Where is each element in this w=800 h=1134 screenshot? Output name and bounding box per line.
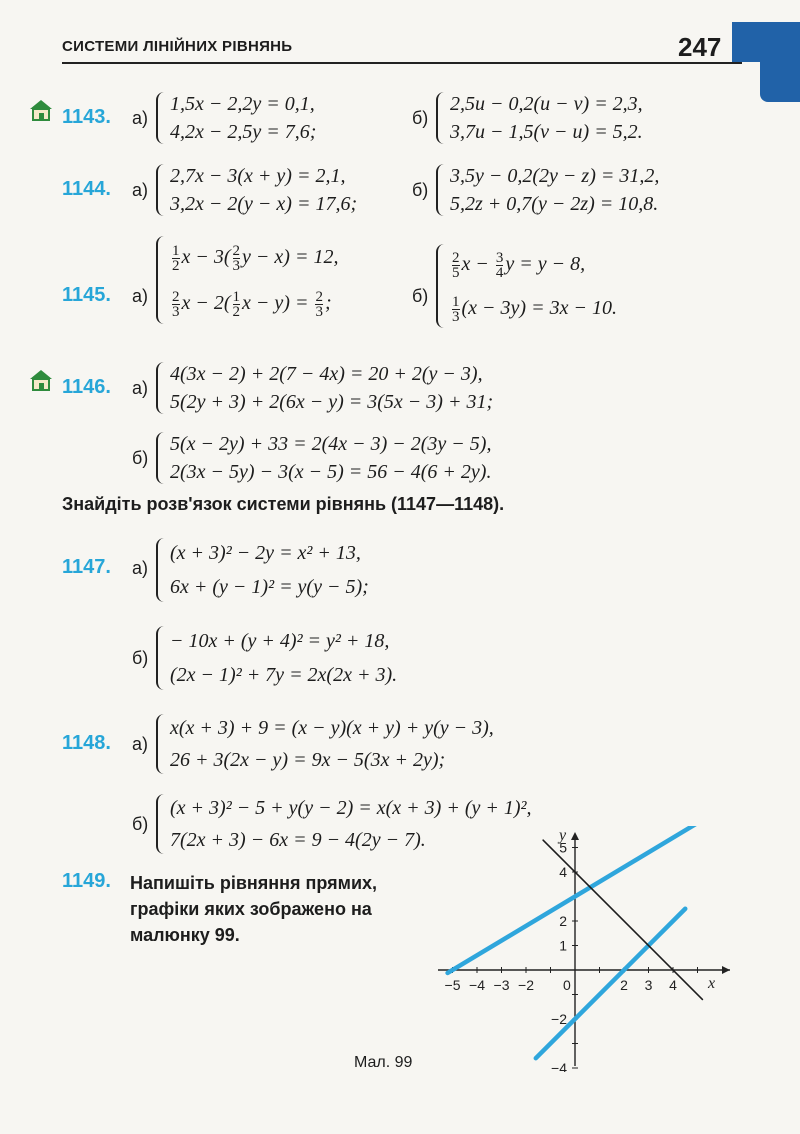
x-axis-arrow — [722, 966, 730, 974]
x-tick-label: 3 — [644, 977, 653, 993]
origin-label: 0 — [563, 977, 571, 993]
system-1145b — [436, 242, 617, 330]
equation: 7(2x + 3) − 6x = 9 − 4(2y − 7). — [170, 829, 426, 851]
equation: $\frac{1}{2}$ x − 3( $\frac{2}{3}$ y − x) = 12, — [172, 242, 339, 274]
system-1148a — [156, 712, 494, 776]
part-a-label: а) — [132, 734, 149, 754]
fraction: $\frac{2}{3}$ — [232, 242, 241, 274]
part-a-label: а) — [132, 180, 149, 200]
part-b-label: б) — [412, 180, 429, 200]
problem-1149-text: Напишіть рівняння прямих, графіки яких зображено на малюнку 99. — [130, 873, 378, 945]
header-rule — [62, 62, 742, 64]
equation: (2x − 1)² + 7y = 2x(2x + 3). — [170, 664, 398, 686]
equation: 4,2x − 2,5y = 7,6; — [170, 121, 317, 143]
equation: 1,5x − 2,2y = 0,1, — [170, 93, 315, 115]
graph-line-2 — [536, 909, 685, 1058]
x-tick-label: 4 — [669, 977, 677, 993]
y-tick-label: −2 — [551, 1011, 567, 1027]
fraction: $\frac{1}{2}$ — [172, 242, 180, 274]
problem-number-1149: 1149. — [62, 870, 111, 892]
equation: 3,7u − 1,5(v − u) = 5,2. — [450, 121, 643, 143]
part-b-label: б) — [412, 108, 429, 128]
graph-line-1 — [448, 826, 695, 973]
system-1143a — [156, 90, 316, 146]
y-tick-label: 5 — [559, 839, 567, 856]
problem-number-1146: 1146. — [62, 376, 111, 398]
fraction: $\frac{2}{3}$ — [315, 288, 323, 320]
system-1147a — [156, 536, 369, 604]
running-header: СИСТЕМИ ЛІНІЙНИХ РІВНЯНЬ — [62, 38, 293, 55]
equation: − 10x + (y + 4)² = y² + 18, — [170, 630, 390, 652]
equation: 3,2x − 2(y − x) = 17,6; — [170, 193, 358, 215]
problem-number-1148: 1148. — [62, 732, 111, 754]
equation: $\frac{2}{3}$ x − 2( $\frac{1}{2}$ x − y) = $\frac{2}{3}$ ; — [172, 288, 332, 320]
x-tick-label: −3 — [493, 977, 510, 993]
equation: 6x + (y − 1)² = y(y − 5); — [170, 576, 369, 598]
section-instruction: Знайдіть розв'язок системи рівнянь (1147—1148). — [62, 494, 505, 514]
part-b-label: б) — [132, 814, 149, 834]
x-tick-label: −2 — [518, 977, 534, 993]
x-tick-label: −4 — [469, 977, 485, 993]
equation: 26 + 3(2x − y) = 9x − 5(3x + 2y); — [170, 749, 446, 771]
problem-number-1147: 1147. — [62, 556, 111, 578]
equation: 5(x − 2y) + 33 = 2(4x − 3) − 2(3y − 5), — [170, 433, 492, 455]
fraction: $\frac{1}{2}$ — [232, 288, 241, 320]
equation: (x + 3)² − 2y = x² + 13, — [170, 542, 361, 564]
y-tick-label: 4 — [559, 864, 567, 880]
equation: 2,7x − 3(x + y) = 2,1, — [170, 165, 346, 187]
system-1144a — [156, 162, 357, 218]
equation: x(x + 3) + 9 = (x − y)(x + y) + y(y − 3), — [170, 717, 494, 739]
fraction: $\frac{3}{4}$ — [495, 249, 504, 281]
equation: 2(3x − 5y) − 3(x − 5) = 56 − 4(6 + 2y). — [170, 461, 492, 483]
equation: 4(3x − 2) + 2(7 − 4x) = 20 + 2(y − 3), — [170, 363, 483, 385]
y-tick-label: −4 — [551, 1060, 567, 1072]
y-axis-label: y — [559, 827, 567, 844]
y-axis-arrow — [571, 832, 579, 840]
system-1144b — [436, 162, 659, 218]
y-tick-label: 2 — [559, 913, 567, 929]
chapter-corner-tab — [760, 22, 800, 102]
part-a-label: а) — [132, 108, 149, 128]
figure-99-graph — [430, 826, 740, 1072]
equation: 2,5u − 0,2(u − v) = 2,3, — [450, 93, 643, 115]
equation: $\frac{1}{3}$ (x − 3y) = 3x − 10. — [452, 293, 617, 325]
equation: $\frac{2}{5}$ x − $\frac{3}{4}$ y = y − 8, — [452, 249, 586, 281]
problem-number-1145: 1145. — [62, 284, 111, 306]
problem-number-1144: 1144. — [62, 178, 111, 200]
x-tick-label: 2 — [620, 977, 628, 993]
fraction: $\frac{1}{3}$ — [452, 293, 460, 325]
equation: (x + 3)² − 5 + y(y − 2) = x(x + 3) + (y + 1)², — [170, 797, 532, 819]
problem-number-1143: 1143. — [62, 106, 111, 128]
system-1147b — [156, 624, 397, 692]
system-1146a — [156, 360, 493, 416]
homework-house-icon — [28, 368, 54, 392]
figure-caption: Мал. 99 — [354, 1054, 413, 1071]
fraction: $\frac{2}{5}$ — [452, 249, 460, 281]
part-b-label: б) — [412, 286, 429, 306]
x-axis-label: x — [708, 975, 716, 992]
equation: 5,2z + 0,7(y − 2z) = 10,8. — [450, 193, 659, 215]
part-a-label: а) — [132, 558, 149, 578]
equation: 5(2y + 3) + 2(6x − y) = 3(5x − 3) + 31; — [170, 391, 494, 413]
x-tick-label: −5 — [444, 977, 461, 993]
system-1145a — [156, 234, 338, 326]
system-1143b — [436, 90, 643, 146]
fraction: $\frac{2}{3}$ — [172, 288, 180, 320]
graph-line-3 — [543, 840, 702, 999]
page-number: 247 — [678, 32, 722, 62]
equation: 3,5y − 0,2(2y − z) = 31,2, — [450, 165, 660, 187]
part-b-label: б) — [132, 648, 149, 668]
part-a-label: а) — [132, 378, 149, 398]
part-b-label: б) — [132, 448, 149, 468]
y-tick-label: 1 — [559, 937, 567, 954]
homework-house-icon — [28, 98, 54, 122]
system-1146b — [156, 430, 491, 486]
part-a-label: а) — [132, 286, 149, 306]
